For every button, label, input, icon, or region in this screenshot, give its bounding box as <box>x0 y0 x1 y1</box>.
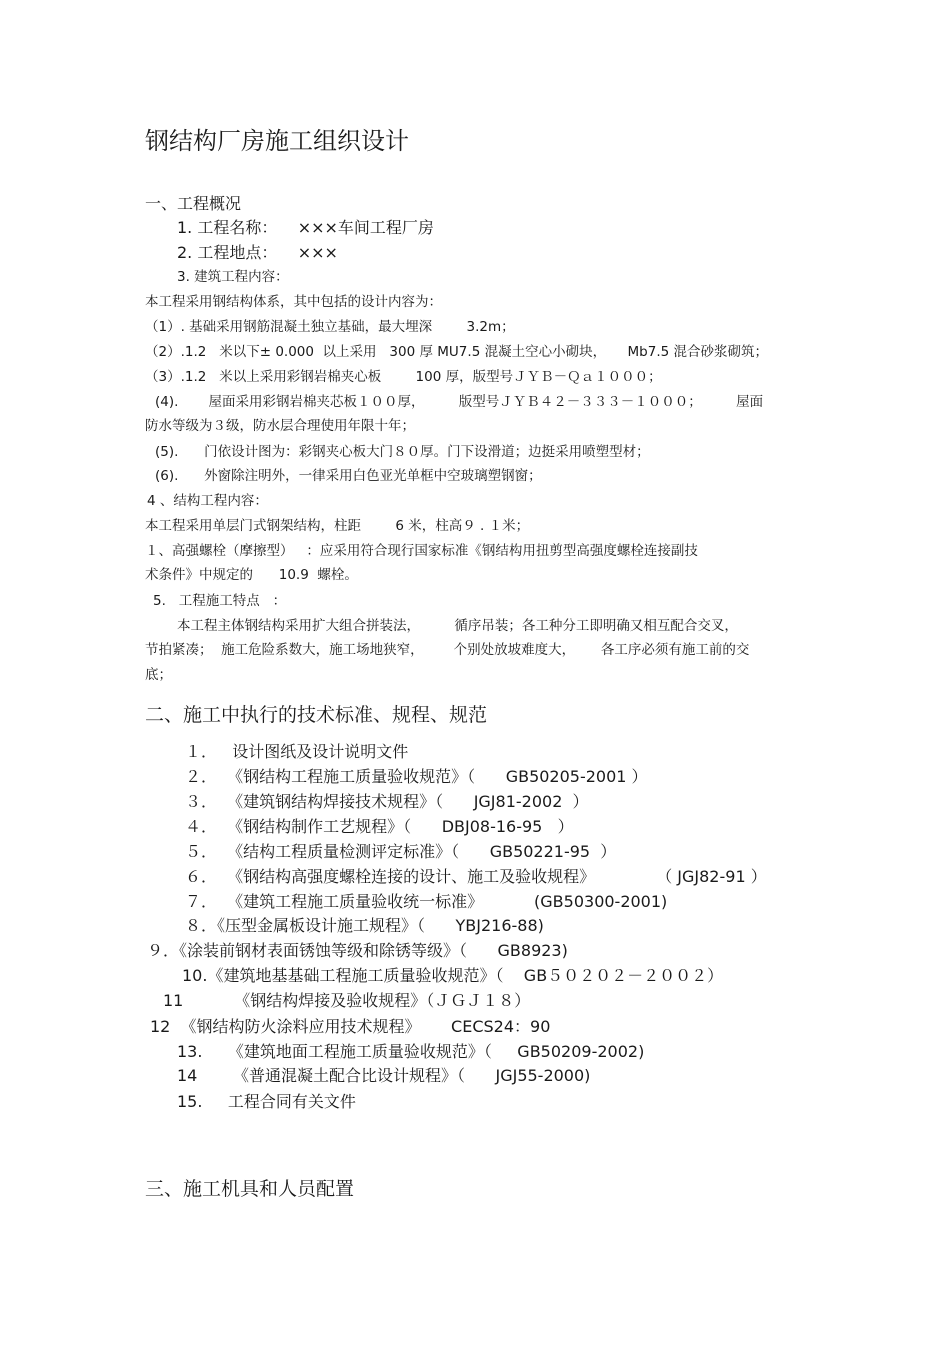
list-item: ６． 《钢结构高强度螺栓连接的设计、施工及验收规程》 （ JGJ82-91 ） <box>185 867 767 886</box>
list-item: ５． 《结构工程质量检测评定标准》（ GB50221-95 ） <box>185 842 617 861</box>
list-item: ８．《压型金属板设计施工规程》（ YBJ216-88) <box>185 916 544 935</box>
text-line: （2）.1.2 米以下± 0.000 以上采用 300 厚 MU7.5 混凝土空心小砌块， Mb7.5 混合砂浆砌筑； <box>145 344 769 360</box>
text-line: 3. 建筑工程内容： <box>177 269 289 285</box>
text-line: （3）.1.2 米以上采用彩钢岩棉夹心板 100 厚，版型号ＪＹＢ－Ｑａ１０００； <box>145 369 662 385</box>
text-line: 术条件》中规定的 10.9 螺栓。 <box>145 567 358 583</box>
list-item: 12 《钢结构防火涂料应用技术规程》 CECS24：90 <box>150 1017 551 1036</box>
list-item: １． 设计图纸及设计说明文件 <box>185 742 409 761</box>
text-line: (5). 门依设计图为：彩钢夹心板大门８０厚。门下设滑道；边挺采用喷塑型材； <box>155 444 650 460</box>
list-item: 14 《普通混凝土配合比设计规程》（ JGJ55-2000) <box>177 1066 591 1085</box>
section-heading-overview: 一、工程概况 <box>145 194 242 213</box>
list-item: 13. 《建筑地面工程施工质量验收规范》（ GB50209-2002) <box>177 1042 645 1061</box>
text-line: 本工程采用单层门式钢架结构，柱距 6 米，柱高９ . １米； <box>145 518 530 534</box>
text-line: 底； <box>145 667 172 683</box>
list-item: ４． 《钢结构制作工艺规程》（ DBJ08-16-95 ） <box>185 817 574 836</box>
document-title: 钢结构厂房施工组织设计 <box>145 127 409 155</box>
list-item: 11 《钢结构焊接及验收规程》（ＪＧＪ１８） <box>163 991 531 1010</box>
text-line: 节拍紧凑； 施工危险系数大，施工场地狭窄， 个别处放坡难度大， 各工序必须有施工前的交 <box>145 642 750 658</box>
text-line: (4). 屋面采用彩钢岩棉夹芯板１００厚， 版型号ＪＹＢ４２－３３３－１０００； 屋面 <box>155 394 764 410</box>
list-item: ２． 《钢结构工程施工质量验收规范》（ GB50205-2001 ） <box>185 767 648 786</box>
text-line: 4 、结构工程内容： <box>147 493 268 509</box>
text-line: (6). 外窗除注明外，一律采用白色亚光单框中空玻璃塑钢窗； <box>155 468 542 484</box>
section-heading-equipment: 三、施工机具和人员配置 <box>145 1178 355 1200</box>
text-line: 本工程主体钢结构采用扩大组合拼装法， 循序吊装；各工种分工即明确又相互配合交叉， <box>177 618 738 634</box>
text-line: （1）. 基础采用钢筋混凝土独立基础，最大埋深 3.2m； <box>145 319 515 335</box>
list-item: 10.《建筑地基基础工程施工质量验收规范》（ GB５０２０２－２００２） <box>182 966 724 985</box>
text-line: 防水等级为３级，防水层合理使用年限十年； <box>145 418 415 434</box>
list-item: 15. 工程合同有关文件 <box>177 1092 356 1111</box>
section-heading-standards: 二、施工中执行的技术标准、规程、规范 <box>145 704 488 726</box>
text-line: 2. 工程地点： ××× <box>177 243 338 262</box>
list-item: ９．《涂装前钢材表面锈蚀等级和除锈等级》（ GB8923) <box>147 941 568 960</box>
text-line: 5. 工程施工特点 ： <box>153 593 287 609</box>
list-item: ３． 《建筑钢结构焊接技术规程》（ JGJ81-2002 ） <box>185 792 589 811</box>
text-line: 本工程采用钢结构体系，其中包括的设计内容为： <box>145 294 442 310</box>
text-line: 1. 工程名称： ×××车间工程厂房 <box>177 218 434 237</box>
list-item: ７． 《建筑工程施工质量验收统一标准》 (GB50300-2001) <box>185 892 668 911</box>
text-line: １、高强螺栓（摩擦型） ：应采用符合现行国家标准《钢结构用扭剪型高强度螺栓连接副技 <box>145 543 698 559</box>
